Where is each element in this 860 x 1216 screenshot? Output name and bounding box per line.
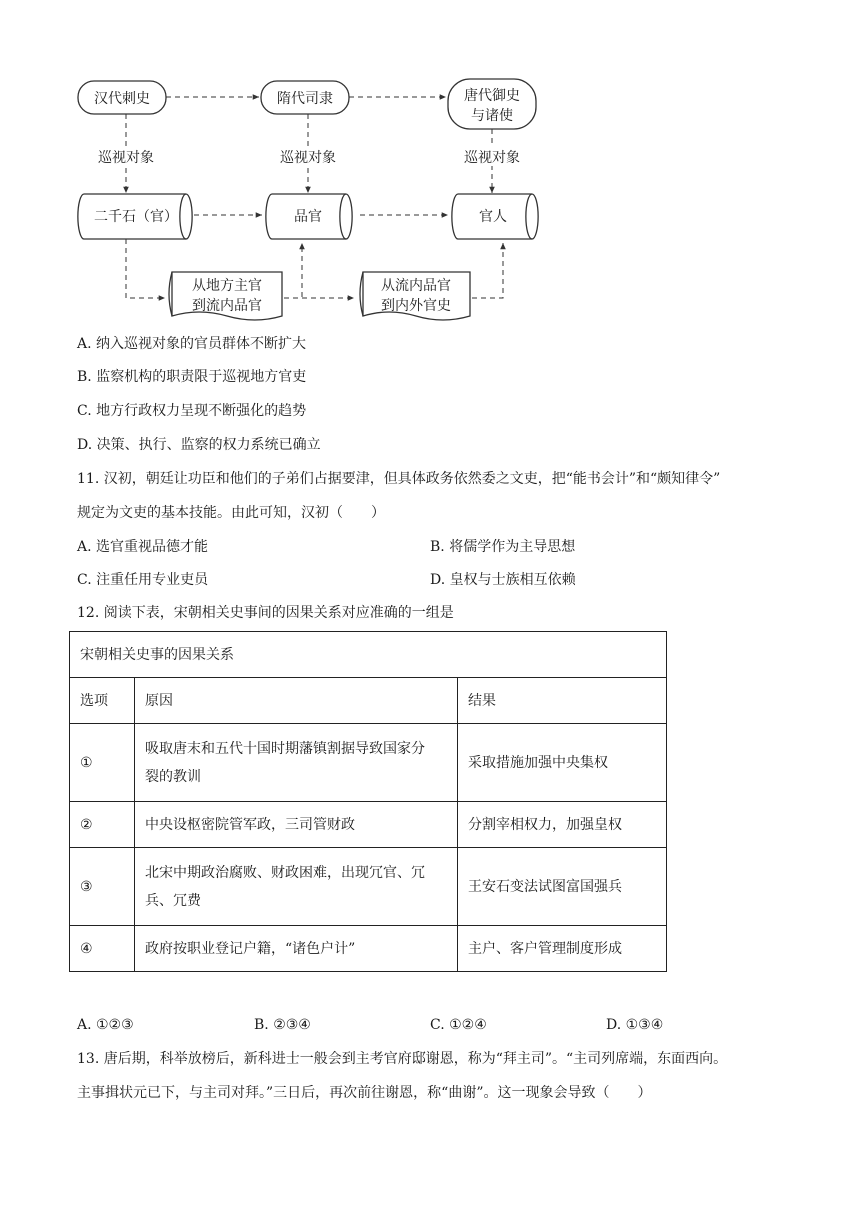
row-result: 分割宰相权力，加强皇权 [458, 802, 667, 848]
table-row [70, 724, 667, 802]
node-guanren [452, 194, 538, 239]
edge-label-sui: 巡视对象 [280, 150, 336, 166]
q10-option-b: B. 监察机构的职责限于巡视地方官吏 [77, 369, 307, 385]
q12-stem: 12. 阅读下表，宋朝相关史事间的因果关系对应准确的一组是 [77, 605, 454, 621]
node-tang-yushi-label-1: 唐代御史 [464, 88, 520, 104]
q11-option-c: C. 注重任用专业吏员 [77, 572, 209, 588]
arrow-erqianshi-to-difang [126, 239, 165, 298]
q12-option-b: B. ②③④ [254, 1017, 311, 1033]
node-sui-sili-label: 隋代司隶 [277, 91, 333, 107]
node-difang-label-1: 从地方主官 [192, 278, 262, 294]
row-num: ④ [70, 926, 135, 972]
table-row [70, 848, 667, 926]
row-cause: 中央设枢密院管军政，三司管财政 [135, 802, 458, 848]
supervision-flow-diagram [0, 0, 860, 330]
row-cause: 吸取唐末和五代十国时期藩镇割据导致国家分 裂的教训 [135, 724, 458, 802]
q11-stem-line1: 11. 汉初，朝廷让功臣和他们的子弟们占据要津，但具体政务依然委之文吏，把“能书会计”和“颇知律令” [77, 471, 721, 487]
table-row [70, 802, 667, 848]
node-tang-yushi [448, 79, 536, 129]
table-title-row [70, 632, 667, 678]
header-result: 结果 [458, 678, 667, 724]
row-num: ① [70, 724, 135, 802]
row-cause: 政府按职业登记户籍，“诸色户计” [135, 926, 458, 972]
node-liunei-label-1: 从流内品官 [381, 278, 451, 294]
node-liunei-pinguan [360, 272, 470, 320]
table-header-row [70, 678, 667, 724]
q10-option-c: C. 地方行政权力呈现不断强化的趋势 [77, 403, 307, 419]
q12-table [69, 631, 667, 972]
header-option: 选项 [70, 678, 135, 724]
node-erqianshi-label: 二千石（官） [94, 209, 178, 225]
q10-option-a: A. 纳入巡视对象的官员群体不断扩大 [77, 336, 307, 352]
q11-option-d: D. 皇权与士族相互依赖 [430, 572, 576, 588]
q13-stem-line1: 13. 唐后期，科举放榜后，新科进士一般会到主考官府邸谢恩，称为“拜主司”。“主司列席端，东面西向。 [77, 1051, 728, 1067]
row-result: 采取措施加强中央集权 [458, 724, 667, 802]
node-guanren-label: 官人 [479, 209, 507, 225]
table-title: 宋朝相关史事的因果关系 [70, 632, 667, 678]
arrow-liunei-to-guanren [472, 243, 503, 298]
row-result: 王安石变法试图富国强兵 [458, 848, 667, 926]
node-difang-zhuguan [169, 272, 282, 320]
node-han-cishi-label: 汉代刺史 [94, 91, 150, 107]
q11-stem-line2: 规定为文吏的基本技能。由此可知，汉初（ ） [77, 505, 385, 521]
row-result: 主户、客户管理制度形成 [458, 926, 667, 972]
node-tang-yushi-label-2: 与诸使 [471, 108, 513, 124]
row-cause: 北宋中期政治腐败、财政困难，出现冗官、冗 兵、冗费 [135, 848, 458, 926]
q12-option-a: A. ①②③ [77, 1017, 134, 1033]
q10-option-d: D. 决策、执行、监察的权力系统已确立 [77, 437, 321, 453]
node-pinguan [266, 194, 352, 239]
header-cause: 原因 [135, 678, 458, 724]
edge-label-tang: 巡视对象 [464, 150, 520, 166]
node-pinguan-label: 品官 [294, 209, 322, 225]
node-sui-sili [261, 81, 349, 114]
node-liunei-label-2: 到内外官史 [381, 298, 451, 314]
node-difang-label-2: 到流内品官 [192, 298, 262, 314]
table-row [70, 926, 667, 972]
q13-stem-line2: 主事揖状元已下，与主司对拜。”三日后，再次前往谢恩，称“曲谢”。这一现象会导致（ ） [77, 1085, 652, 1101]
edge-label-han: 巡视对象 [98, 150, 154, 166]
q12-option-d: D. ①③④ [606, 1017, 664, 1033]
node-han-cishi [78, 81, 166, 114]
q11-option-b: B. 将儒学作为主导思想 [430, 539, 576, 555]
row-num: ③ [70, 848, 135, 926]
q12-option-c: C. ①②④ [430, 1017, 487, 1033]
row-num: ② [70, 802, 135, 848]
node-erqianshi [78, 194, 192, 239]
q11-option-a: A. 选官重视品德才能 [77, 539, 209, 555]
